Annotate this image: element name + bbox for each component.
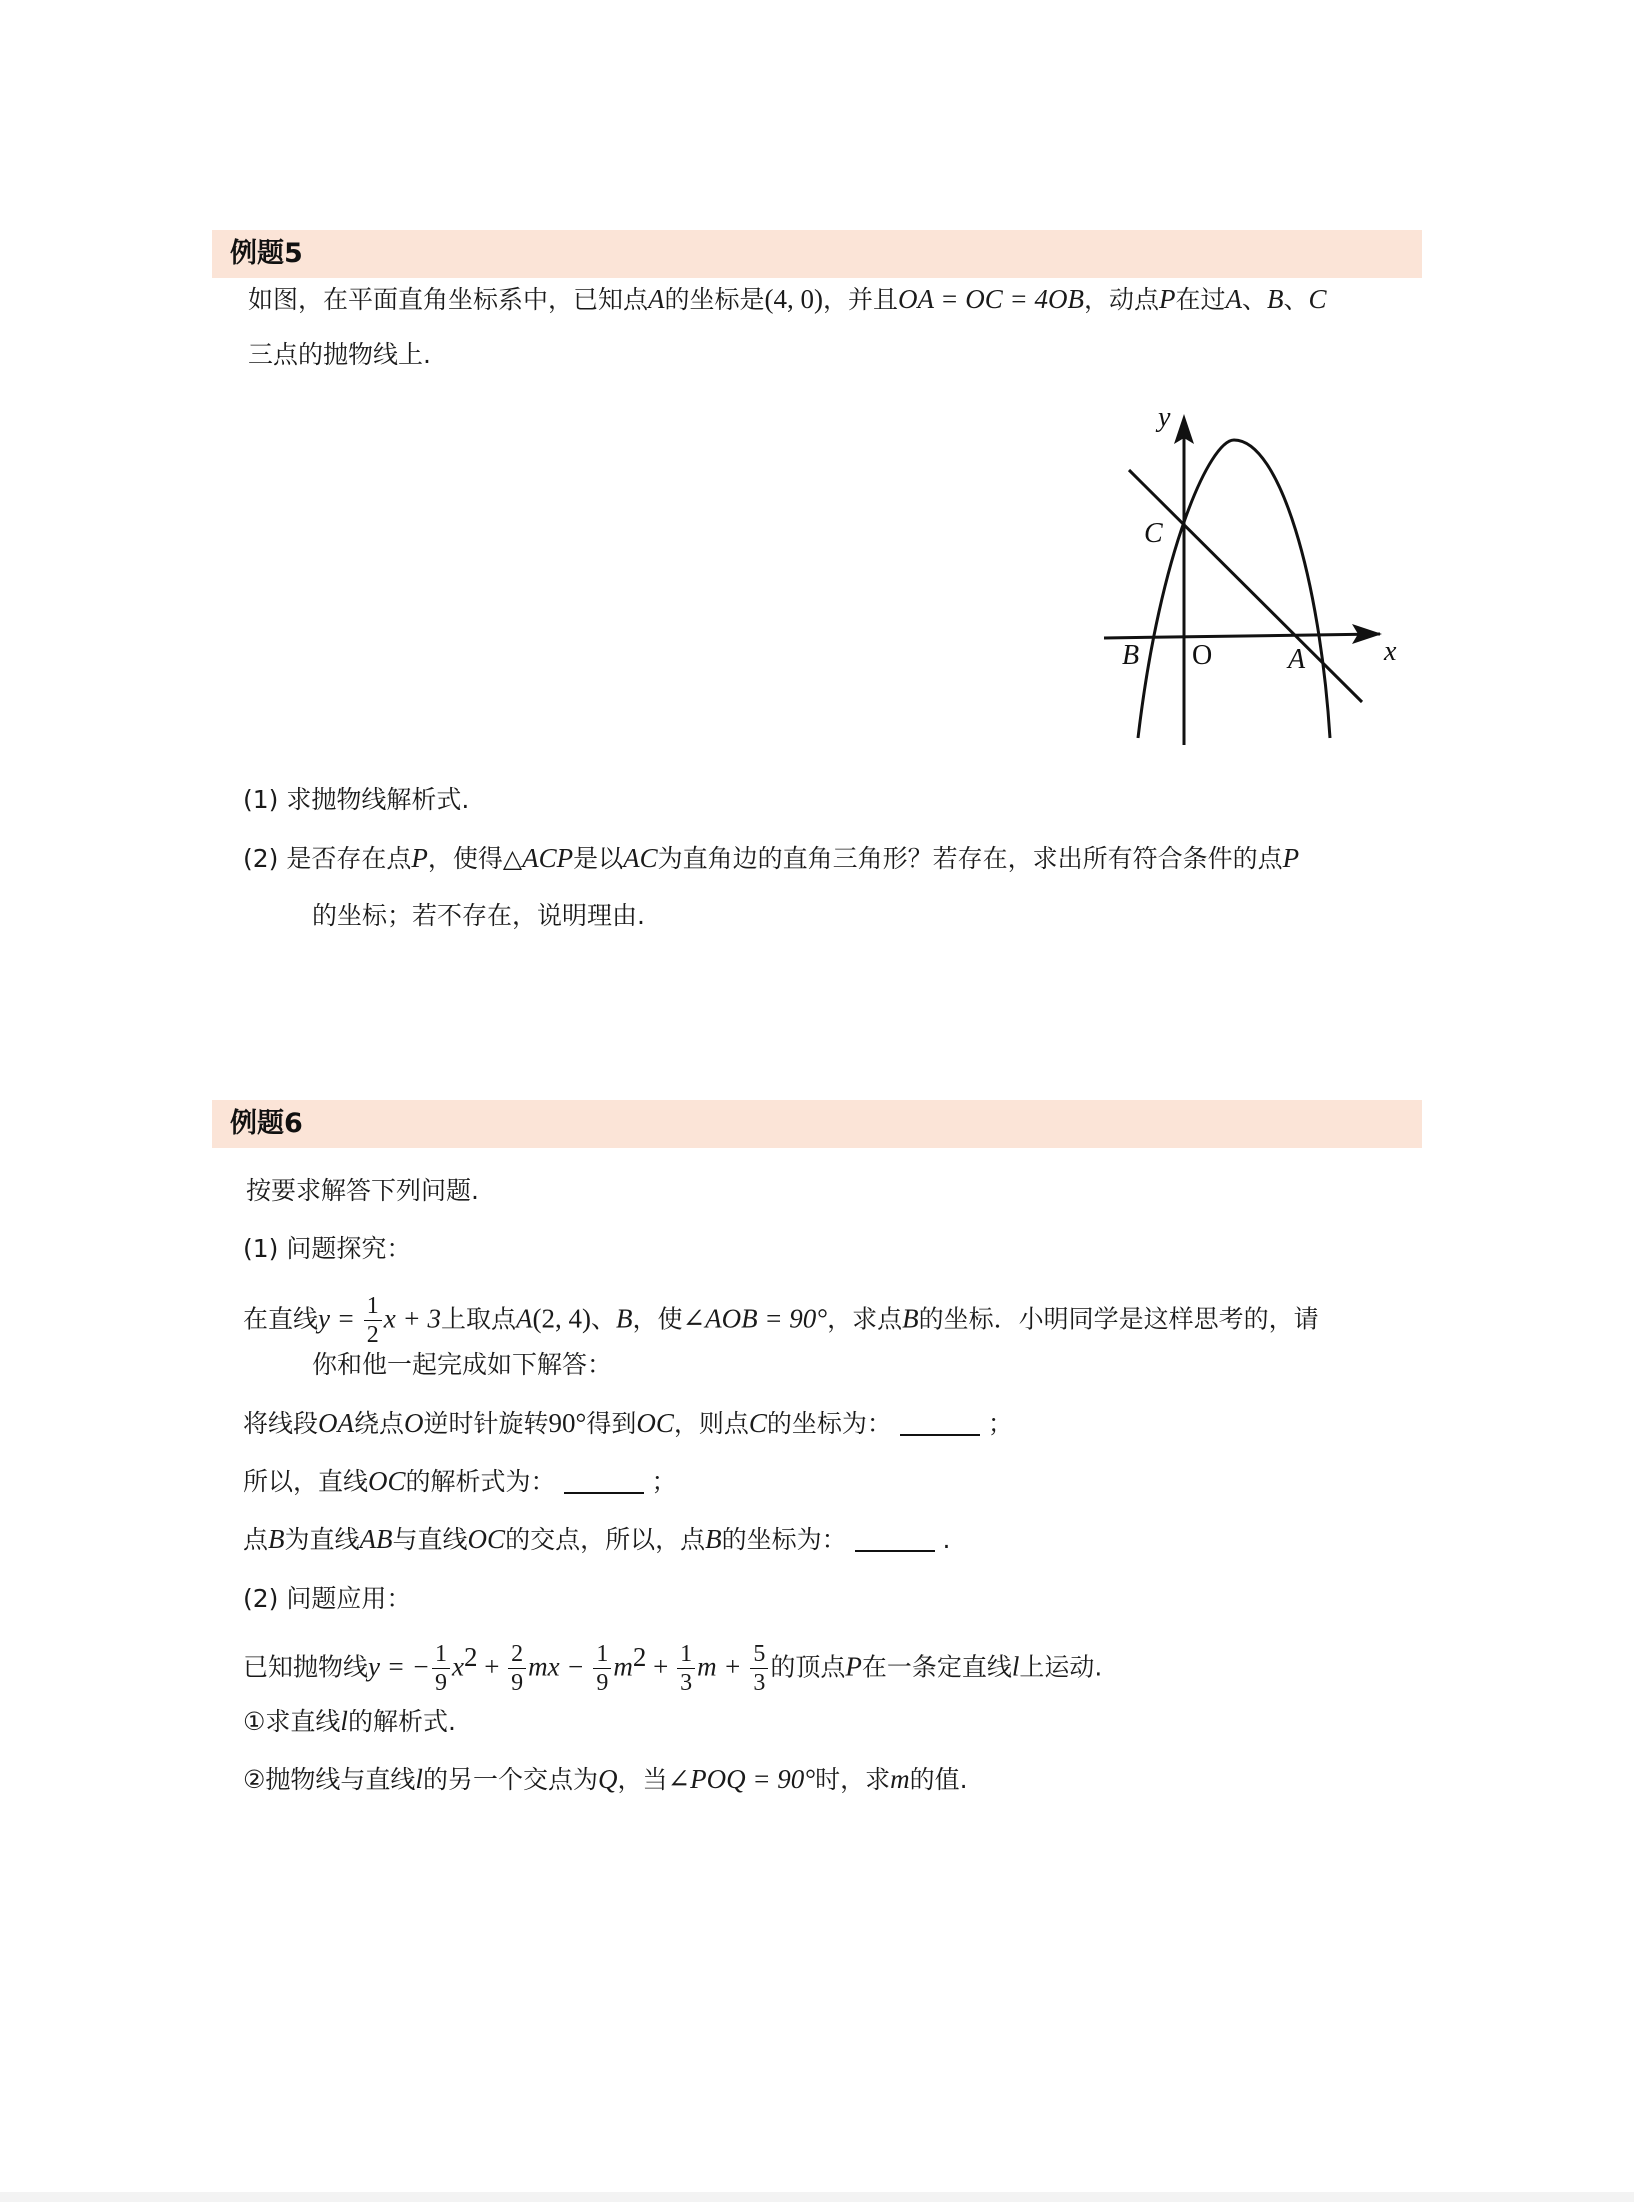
var-OC: OC xyxy=(467,1524,506,1554)
fraction xyxy=(508,1640,526,1697)
var-B: B xyxy=(902,1303,919,1334)
fraction xyxy=(364,1292,382,1349)
var-B: B xyxy=(1267,284,1284,314)
label-x: x xyxy=(1384,636,1397,667)
numerator: 2 xyxy=(508,1640,526,1669)
var-C: C xyxy=(1308,284,1327,314)
var-OA: OA xyxy=(318,1408,355,1438)
var-B: B xyxy=(268,1524,285,1554)
ex5-intro-line2: 三点的抛物线上. xyxy=(248,340,431,369)
text: ，动点 xyxy=(1083,285,1159,314)
numerator: 5 xyxy=(750,1640,768,1669)
text: 在直线 xyxy=(243,1304,319,1334)
denominator: 2 xyxy=(366,1322,379,1348)
coord: (4, 0) xyxy=(764,284,824,314)
text: . xyxy=(942,1525,951,1554)
var-OC: OC xyxy=(636,1408,674,1438)
text: 的坐标．小明同学是这样思考的，请 xyxy=(918,1304,1319,1334)
label-O: O xyxy=(1192,640,1213,671)
equation: OA = OC = 4OB xyxy=(898,284,1084,314)
denominator: 9 xyxy=(511,1670,524,1696)
denominator: 9 xyxy=(434,1670,447,1696)
var-B: B xyxy=(615,1303,633,1334)
var-O: O xyxy=(404,1408,424,1438)
text: 如图，在平面直角坐标系中，已知点 xyxy=(248,285,649,314)
denominator: 3 xyxy=(680,1670,693,1696)
var-AB: AB xyxy=(359,1524,393,1554)
text: 、 xyxy=(1283,285,1309,314)
var-OC: OC xyxy=(368,1466,406,1496)
numerator: 1 xyxy=(593,1640,611,1669)
ex5-question2 xyxy=(243,841,1299,876)
example5-title: 例题5 xyxy=(212,230,1422,278)
text: 为直线 xyxy=(284,1525,360,1554)
numerator: 1 xyxy=(677,1640,695,1669)
ex6-subquestion1 xyxy=(243,1704,456,1739)
text: 的解析式为： xyxy=(405,1467,556,1496)
fraction xyxy=(750,1640,768,1697)
ex5-question1: (1) 求抛物线解析式. xyxy=(243,785,470,814)
fraction xyxy=(432,1640,450,1697)
text: 上取点 xyxy=(440,1304,516,1334)
ex6-part1-problem-line2: 你和他一起完成如下解答： xyxy=(312,1350,613,1379)
text: 的交点，所以，点 xyxy=(505,1525,706,1554)
text: ，使 xyxy=(632,1304,683,1334)
term: mx − xyxy=(528,1651,592,1682)
ex5-intro-line1 xyxy=(248,282,1327,317)
text: ，当 xyxy=(617,1765,668,1794)
ex6-subquestion2 xyxy=(243,1762,968,1797)
var-P: P xyxy=(1282,843,1300,873)
var-P: P xyxy=(1159,284,1176,314)
ex6-part2-title: (2) 问题应用： xyxy=(243,1584,412,1613)
text: 时，求 xyxy=(815,1765,891,1794)
var-B: B xyxy=(705,1524,722,1554)
var-P: P xyxy=(411,843,428,873)
example6-title: 例题6 xyxy=(212,1100,1422,1148)
ex5-question2-line2: 的坐标；若不存在，说明理由. xyxy=(312,901,645,930)
exponent: 2 xyxy=(632,1642,647,1673)
var-m: m xyxy=(613,1651,633,1682)
text: 为直角边的直角三角形？若存在，求出所有符合条件的点 xyxy=(657,844,1283,873)
ex6-part1-title: (1) 问题探究： xyxy=(243,1234,412,1263)
ex6-step2 xyxy=(243,1464,676,1499)
text: 是以 xyxy=(573,844,624,873)
text: 在过 xyxy=(1175,285,1226,314)
exponent: 2 xyxy=(463,1642,478,1673)
var-A: A xyxy=(515,1303,533,1334)
text: 点 xyxy=(243,1525,269,1554)
ex6-part1-problem xyxy=(243,1292,1319,1349)
var-AC: AC xyxy=(623,843,658,873)
fraction xyxy=(593,1640,611,1697)
text: 将线段 xyxy=(243,1409,319,1438)
parabola-curve xyxy=(1138,440,1330,738)
eq-lhs: y = xyxy=(318,1303,362,1334)
numerator: 1 xyxy=(364,1292,382,1321)
fraction xyxy=(677,1640,695,1697)
label-A: A xyxy=(1288,644,1306,675)
answer-blank-oc[interactable] xyxy=(564,1468,644,1494)
text: 逆时针旋转 xyxy=(423,1409,549,1438)
text: 得到 xyxy=(586,1409,637,1438)
parabola-graph xyxy=(1100,400,1430,760)
var-A: A xyxy=(1225,284,1243,314)
text: 的另一个交点为 xyxy=(422,1765,598,1794)
text: 的坐标为： xyxy=(766,1409,892,1438)
text: 的坐标为： xyxy=(721,1525,847,1554)
var-P: P xyxy=(845,1651,862,1682)
text: ，则点 xyxy=(673,1409,749,1438)
text: ，使得△ xyxy=(427,844,523,873)
text: ，求点 xyxy=(827,1304,903,1334)
angle: ∠POQ = 90° xyxy=(667,1764,816,1794)
text: 的解析式. xyxy=(347,1707,456,1736)
text: 、 xyxy=(1242,285,1268,314)
text: 与直线 xyxy=(392,1525,468,1554)
var-m: m xyxy=(890,1764,910,1794)
angle: ∠AOB = 90° xyxy=(682,1303,828,1334)
var-l: l xyxy=(340,1706,348,1736)
denominator: 3 xyxy=(753,1670,766,1696)
numerator: 1 xyxy=(432,1640,450,1669)
var-x: x xyxy=(451,1651,464,1682)
var-C: C xyxy=(748,1408,767,1438)
text: 所以，直线 xyxy=(243,1467,369,1496)
x-axis xyxy=(1104,634,1380,638)
var-Q: Q xyxy=(597,1764,618,1794)
text: 已知抛物线 xyxy=(243,1652,369,1682)
var-l: l xyxy=(415,1764,423,1794)
var-l: l xyxy=(1011,1651,1020,1682)
page-bottom-strip xyxy=(0,2192,1634,2202)
operator: + xyxy=(646,1651,676,1682)
var-A: A xyxy=(648,284,665,314)
var-ACP: ACP xyxy=(522,843,574,873)
eq-rhs: x + 3 xyxy=(383,1303,441,1334)
text: ，并且 xyxy=(823,285,899,314)
ex6-step1 xyxy=(243,1406,1013,1441)
text: ； xyxy=(651,1467,677,1496)
eq-lhs: y = − xyxy=(368,1651,430,1682)
answer-blank-c[interactable] xyxy=(900,1410,980,1436)
ex6-part2-problem xyxy=(243,1640,1102,1697)
text: ①求直线 xyxy=(243,1707,341,1736)
text: 的坐标是 xyxy=(664,285,765,314)
denominator: 9 xyxy=(596,1670,609,1696)
operator: + xyxy=(477,1651,507,1682)
label-B: B xyxy=(1122,640,1140,671)
text: (2) 是否存在点 xyxy=(243,844,412,873)
answer-blank-b[interactable] xyxy=(855,1526,935,1552)
text: ②抛物线与直线 xyxy=(243,1765,416,1794)
ex6-intro: 按要求解答下列问题. xyxy=(246,1176,479,1205)
text: 绕点 xyxy=(354,1409,405,1438)
label-C: C xyxy=(1144,518,1163,549)
text: 的值. xyxy=(909,1765,968,1794)
text: ； xyxy=(987,1409,1013,1438)
text: 在一条定直线 xyxy=(861,1652,1012,1682)
ex6-step3 xyxy=(243,1522,950,1557)
text: 的顶点 xyxy=(770,1652,846,1682)
text: 、 xyxy=(590,1304,616,1334)
coord: (2, 4) xyxy=(532,1303,591,1334)
term: m + xyxy=(697,1651,749,1682)
text: 上运动. xyxy=(1019,1652,1103,1682)
angle: 90° xyxy=(548,1408,587,1438)
label-y: y xyxy=(1158,402,1171,433)
